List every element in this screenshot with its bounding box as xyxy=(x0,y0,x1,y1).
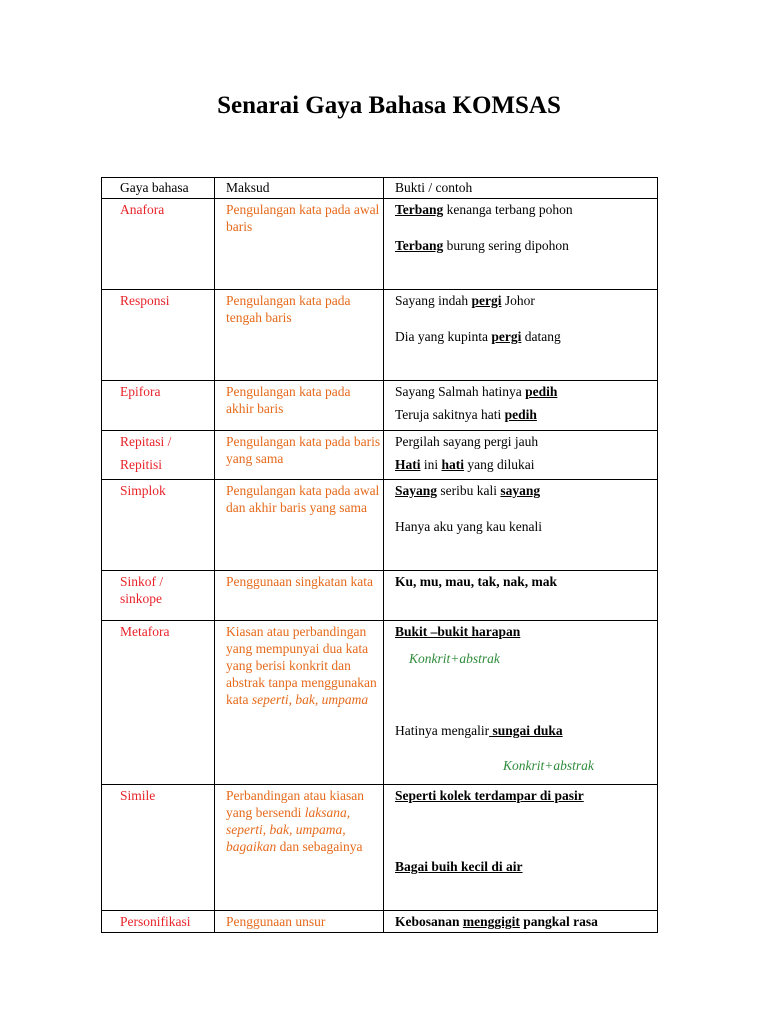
bukti-cell: Ku, mu, mau, tak, nak, mak xyxy=(384,571,658,621)
maksud-cell: Perbandingan atau kiasan yang bersendi laksana, seperti, bak, umpama, bagaikan dan sebagainya xyxy=(215,785,384,911)
gaya-cell: Repitasi / Repitisi xyxy=(102,431,215,480)
maksud-cell: Pengulangan kata pada tengah baris xyxy=(215,290,384,381)
bukti-cell: Bukit –bukit harapan Konkrit+abstrak Hatinya mengalir sungai duka Konkrit+abstrak xyxy=(384,621,658,785)
gaya-cell: Epifora xyxy=(102,381,215,431)
header-bukti: Bukti / contoh xyxy=(384,178,658,199)
table-row xyxy=(102,431,658,480)
bukti-cell: Pergilah sayang pergi jauh Hati ini hati yang dilukai xyxy=(384,431,658,480)
maksud-cell: Pengulangan kata pada baris yang sama xyxy=(215,431,384,480)
maksud-cell: Penggunaan unsur xyxy=(215,911,384,933)
bukti-cell: Sayang Salmah hatinya pedih Teruja sakitnya hati pedih xyxy=(384,381,658,431)
maksud-cell: Pengulangan kata pada awal baris xyxy=(215,199,384,290)
gaya-cell: Anafora xyxy=(102,199,215,290)
page-title: Senarai Gaya Bahasa KOMSAS xyxy=(217,92,561,119)
table-row xyxy=(102,381,658,431)
gaya-cell: Simile xyxy=(102,785,215,911)
header-maksud: Maksud xyxy=(215,178,384,199)
table-row xyxy=(102,480,658,571)
gaya-bahasa-table xyxy=(101,177,658,933)
gaya-cell: Simplok xyxy=(102,480,215,571)
table-row xyxy=(102,290,658,381)
table-row xyxy=(102,911,658,933)
table-row xyxy=(102,571,658,621)
gaya-cell: Personifikasi xyxy=(102,911,215,933)
header-gaya-bahasa: Gaya bahasa xyxy=(102,178,215,199)
bukti-cell: Kebosanan menggigit pangkal rasa xyxy=(384,911,658,933)
maksud-cell: Penggunaan singkatan kata xyxy=(215,571,384,621)
gaya-cell: Responsi xyxy=(102,290,215,381)
maksud-cell: Kiasan atau perbandingan yang mempunyai dua kata yang berisi konkrit dan abstrak tanpa menggunakan kata seperti, bak, umpama xyxy=(215,621,384,785)
table-row xyxy=(102,785,658,911)
maksud-cell: Pengulangan kata pada awal dan akhir baris yang sama xyxy=(215,480,384,571)
bukti-cell: Terbang kenanga terbang pohon Terbang burung sering dipohon xyxy=(384,199,658,290)
bukti-cell: Sayang seribu kali sayang Hanya aku yang kau kenali xyxy=(384,480,658,571)
table-header-row xyxy=(102,178,658,199)
table-row xyxy=(102,621,658,785)
maksud-cell: Pengulangan kata pada akhir baris xyxy=(215,381,384,431)
gaya-cell: Metafora xyxy=(102,621,215,785)
gaya-cell: Sinkof / sinkope xyxy=(102,571,215,621)
bukti-cell: Seperti kolek terdampar di pasir Bagai buih kecil di air xyxy=(384,785,658,911)
bukti-cell: Sayang indah pergi Johor Dia yang kupinta pergi datang xyxy=(384,290,658,381)
table-row xyxy=(102,199,658,290)
